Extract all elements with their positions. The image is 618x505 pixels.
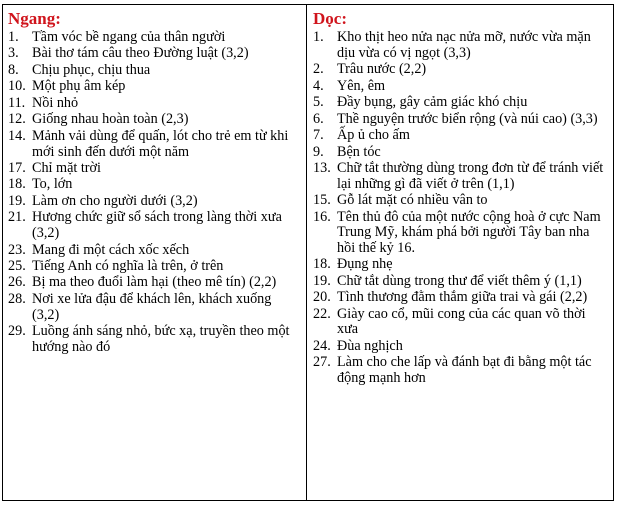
clue-number: 27.: [313, 354, 331, 371]
clue-text: Bị ma theo đuổi làm hại (theo mê tín) (2,2): [32, 274, 277, 291]
clue-text: Mang đi một cách xốc xếch: [32, 241, 190, 258]
clue-number: 15.: [313, 192, 331, 209]
across-clue: [8, 243, 302, 259]
clue-number: 1.: [313, 29, 324, 45]
down-clue: [313, 128, 609, 144]
clue-number: 28.: [8, 290, 26, 307]
clue-number: 10.: [8, 78, 26, 95]
down-clue: [313, 79, 609, 95]
across-clue: [8, 292, 302, 323]
clue-number: 17.: [8, 159, 26, 176]
clue-text: Tình thương đằm thắm giữa trai và gái (2,2): [337, 289, 588, 306]
across-clue: [8, 79, 302, 95]
clue-text: Đụng nhẹ: [337, 256, 393, 273]
clue-text: Kho thịt heo nửa nạc nửa mỡ, nước vừa mặn dịu vừa có vị ngọt (3,3): [337, 29, 591, 61]
across-clue: [8, 210, 302, 241]
across-clue: [8, 46, 302, 62]
clue-number: 22.: [313, 305, 331, 322]
clue-text: Tiếng Anh có nghĩa là trên, ở trên: [32, 258, 224, 274]
clue-text: Nồi nhỏ: [32, 94, 79, 111]
down-clue: [313, 290, 609, 306]
clue-number: 3.: [8, 45, 19, 62]
clue-number: 18.: [313, 256, 331, 273]
clue-text: Chữ tắt thường dùng trong đơn từ để tránh viết lại những gì đã viết ở trên (1,1): [337, 159, 604, 192]
clue-text: Làm cho che lấp và đánh bạt đi bằng một tác động mạnh hơn: [337, 354, 592, 386]
clue-text: Nơi xe lửa đậu để khách lên, khách xuống (3,2): [32, 290, 272, 323]
clue-text: Bài thơ tám câu theo Đường luật (3,2): [32, 45, 249, 62]
clue-text: Luồng ánh sáng nhỏ, bức xạ, truyền theo một hướng nào đó: [32, 323, 290, 355]
clue-text: Hương chức giữ sổ sách trong làng thời xưa (3,2): [32, 209, 282, 242]
clue-number: 13.: [313, 159, 331, 176]
down-clue-list: [313, 30, 609, 386]
clues-table: [2, 4, 614, 501]
clue-number: 8.: [8, 61, 19, 78]
down-clue: [313, 112, 609, 128]
down-clue: [313, 193, 609, 209]
clue-number: 26.: [8, 274, 26, 291]
clue-text: Chỉ mặt trời: [32, 159, 101, 176]
across-clue: [8, 259, 302, 275]
clue-number: 11.: [8, 94, 26, 111]
clue-number: 6.: [313, 110, 324, 127]
across-clue: [8, 324, 302, 355]
across-clue: [8, 30, 302, 46]
down-clue: [313, 307, 609, 338]
across-heading: Ngang:: [8, 9, 61, 28]
down-clue: [313, 210, 609, 257]
clue-number: 18.: [8, 176, 26, 193]
clue-text: Giống nhau hoàn toàn (2,3): [32, 111, 189, 128]
clue-number: 7.: [313, 127, 324, 144]
clue-number: 9.: [313, 143, 324, 160]
clue-text: Thề nguyện trước biển rộng (và núi cao) (3,3): [337, 110, 598, 127]
down-clue: [313, 95, 609, 111]
clue-number: 5.: [313, 94, 324, 111]
across-clue: [8, 161, 302, 177]
clue-text: Chữ tắt dùng trong thư để viết thêm ý (1,1): [337, 272, 582, 289]
clue-number: 25.: [8, 258, 26, 274]
clue-text: Làm ơn cho người dưới (3,2): [32, 192, 198, 209]
clue-number: 23.: [8, 241, 26, 258]
clue-text: Ấp ủ cho ấm: [337, 127, 410, 144]
across-clue: [8, 96, 302, 112]
down-clue: [313, 161, 609, 192]
clue-text: Gỗ lát mặt có nhiều vân to: [337, 192, 488, 209]
clue-text: Yên, êm: [337, 77, 386, 94]
clue-number: 12.: [8, 111, 26, 128]
down-clue: [313, 257, 609, 273]
across-clue: [8, 129, 302, 160]
clue-text: Tên thủ đô của một nước cộng hoà ở cực Nam Trung Mỹ, khám phá bởi người Tây ban nha hồi thế kỷ 16.: [337, 208, 601, 256]
across-clue: [8, 63, 302, 79]
clue-text: Mảnh vải dùng để quấn, lót cho trẻ em từ khi mới sinh đến dưới một năm: [32, 127, 289, 160]
clue-number: 14.: [8, 127, 26, 144]
clue-text: Một phụ âm kép: [32, 78, 126, 95]
down-clue: [313, 62, 609, 78]
across-column: [3, 5, 307, 500]
clue-number: 24.: [313, 337, 331, 354]
clue-text: Giày cao cổ, mũi cong của các quan võ thời xưa: [337, 305, 586, 338]
across-clue: [8, 112, 302, 128]
across-clue-list: [8, 30, 302, 355]
clue-text: To, lớn: [32, 176, 73, 193]
clue-text: Trâu nước (2,2): [337, 61, 427, 78]
clue-number: 29.: [8, 323, 26, 340]
down-clue: [313, 274, 609, 290]
across-clue: [8, 194, 302, 210]
down-clue: [313, 30, 609, 61]
clue-number: 19.: [313, 272, 331, 289]
clue-text: Đùa nghịch: [337, 337, 403, 354]
clue-text: Bện tóc: [337, 143, 381, 160]
down-clue: [313, 145, 609, 161]
across-clue: [8, 275, 302, 291]
clue-number: 16.: [313, 208, 331, 225]
clue-number: 4.: [313, 77, 324, 94]
down-clue: [313, 355, 609, 386]
clue-text: Tầm vóc bề ngang của thân người: [32, 29, 226, 45]
clue-text: Đầy bụng, gây cảm giác khó chịu: [337, 94, 528, 111]
clue-number: 20.: [313, 289, 331, 306]
clue-text: Chịu phục, chịu thua: [32, 61, 151, 78]
down-column: [307, 5, 613, 500]
clue-number: 2.: [313, 61, 324, 78]
clue-number: 19.: [8, 192, 26, 209]
across-clue: [8, 177, 302, 193]
clue-number: 1.: [8, 29, 19, 45]
down-heading: Dọc:: [313, 9, 347, 28]
down-clue: [313, 339, 609, 355]
clue-number: 21.: [8, 209, 26, 226]
